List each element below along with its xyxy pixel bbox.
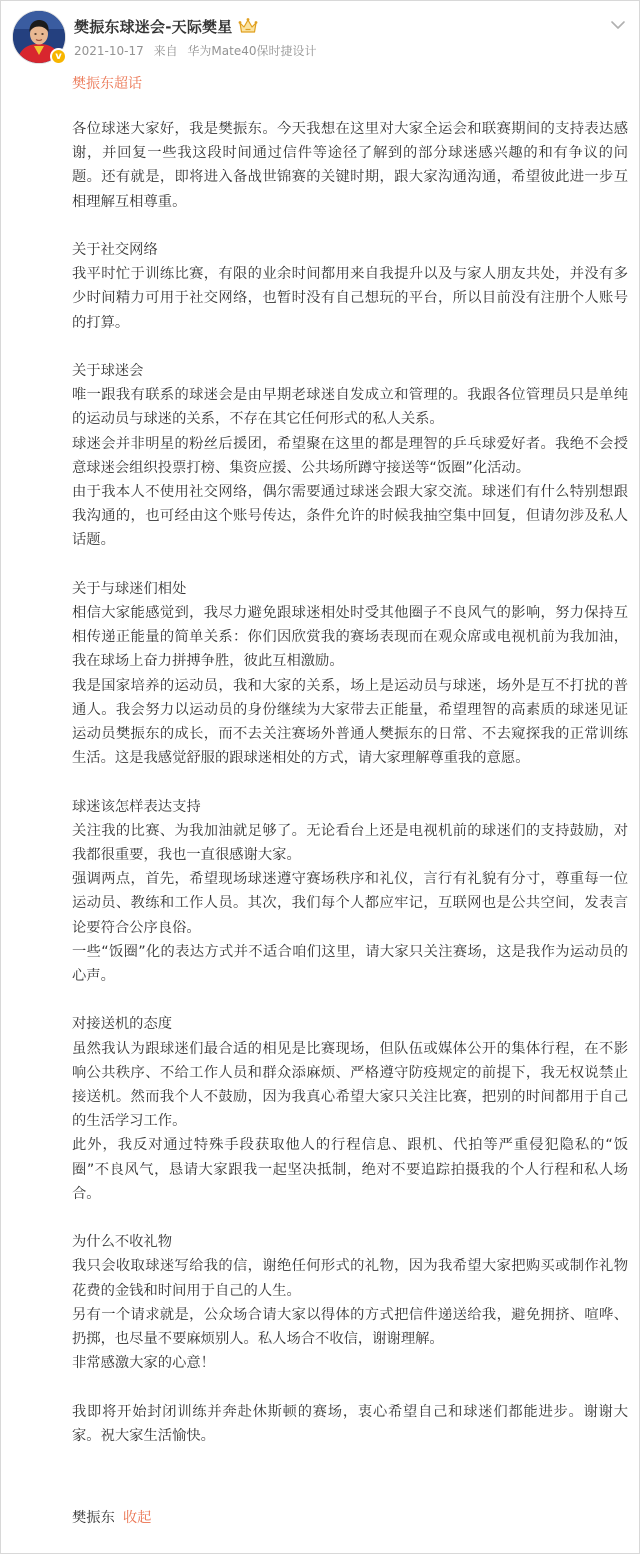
section-paragraph: 此外，我反对通过特殊手段获取他人的行程信息、跟机、代拍等严重侵犯隐私的“饭圈”不良风气，恳请大家跟我一起坚决抵制，绝对不要追踪拍摄我的个人行程和私人场合。	[72, 1137, 628, 1202]
post-footer	[72, 1507, 151, 1529]
section-heading: 对接送机的态度	[72, 1016, 173, 1033]
chevron-down-icon[interactable]	[610, 16, 626, 28]
section-heading: 球迷该怎样表达支持	[72, 798, 201, 815]
author-block	[74, 14, 574, 59]
paragraph-gap	[72, 553, 628, 577]
section-heading: 关于社交网络	[72, 242, 158, 258]
section-heading: 关于与球迷们相处	[72, 580, 187, 597]
post-header	[12, 10, 628, 66]
paragraph-gap	[72, 335, 628, 359]
section-paragraph: 强调两点，首先，希望现场球迷遵守赛场秩序和礼仪，言行有礼貌有分寸，尊重每一位运动员、教练和工作人员。其次，我们每个人都应牢记，互联网也是公共空间，发表言论要符合公序良俗。	[72, 871, 628, 936]
section-paragraph: 虽然我认为跟球迷们最合适的相见是比赛现场，但队伍或媒体公开的集体行程，在不影响公共秩序、不给工作人员和群众添麻烦、严格遵守防疫规定的前提下，我无权说禁止接送机。然而我个人不鼓励，因为我真心希望大家只关注比赛，把别的时间都用于自己的生活学习工作。	[72, 1040, 628, 1130]
collapse-button[interactable]: 收起	[122, 1510, 152, 1526]
section-paragraph: 关注我的比赛、为我加油就足够了。无论看台上还是电视机前的球迷们的支持鼓励，对我都很重要，我也一直很感谢大家。	[72, 822, 628, 864]
avatar[interactable]	[12, 10, 66, 64]
section-paragraph: 我只会收取球迷写给我的信，谢绝任何形式的礼物，因为我希望大家把购买或制作礼物花费的金钱和时间用于自己的人生。	[72, 1258, 628, 1299]
member-crown-icon[interactable]	[238, 17, 258, 35]
section-paragraph: 一些“饭圈”化的表达方式并不适合咱们这里，请大家只关注赛场，这是我作为运动员的心声。	[72, 943, 628, 985]
verified-badge-icon: v	[50, 48, 67, 65]
paragraph-gap	[72, 988, 628, 1012]
section-paragraph: 相信大家能感觉到，我尽力避免跟球迷相处时受其他圈子不良风气的影响，努力保持互相传递正能量的简单关系：你们因欣赏我的赛场表现而在观众席或电视机前为我加油，我在球场上奋力拼搏争胜，彼此互相激励。	[72, 605, 628, 670]
post-body	[72, 117, 628, 1448]
section-paragraph: 非常感激大家的心意！	[72, 1355, 215, 1372]
paragraph-gap	[72, 1375, 628, 1399]
section-paragraph: 我是国家培养的运动员，我和大家的关系，场上是运动员与球迷，场外是互不打扰的普通人。我会努力以运动员的身份继续为大家带去正能量，希望理智的高素质的球迷见证运动员樊振东的成长，而不去关注赛场外普通人樊振东的日常、不去窥探我的正常训练生活。这是我感觉舒服的跟球迷相处的方式，请大家理解尊重我的意愿。	[72, 677, 628, 767]
signature: 樊振东	[72, 1510, 115, 1526]
post-device: 华为Mate40保时捷设计	[187, 44, 317, 58]
paragraph-gap	[72, 770, 628, 794]
paragraph-gap	[72, 214, 628, 238]
section-paragraph: 我平时忙于训练比赛，有限的业余时间都用来自我提升以及与家人朋友共处，并没有多少时间精力可用于社交网络，也暂时没有自己想玩的平台，所以目前没有注册个人账号的打算。	[72, 266, 628, 331]
closing-paragraph: 我即将开始封闭训练并奔赴休斯顿的赛场，衷心希望自己和球迷们都能进步。谢谢大家。祝大家生活愉快。	[72, 1403, 628, 1444]
post-date[interactable]: 2021-10-17	[74, 44, 144, 58]
section-paragraph: 唯一跟我有联系的球迷会是由早期老球迷自发成立和管理的。我跟各位管理员只是单纯的运动员与球迷的关系，不存在其它任何形式的私人关系。	[72, 387, 628, 428]
supertopic-link[interactable]: 樊振东超话	[72, 76, 142, 92]
section-heading: 关于球迷会	[72, 363, 144, 379]
author-name-row	[74, 14, 574, 38]
post-meta	[74, 42, 574, 59]
section-paragraph: 另有一个请求就是，公众场合请大家以得体的方式把信件递送给我，避免拥挤、喧哗、扔掷，也尽量不要麻烦别人。私人场合不收信，谢谢理解。	[72, 1306, 628, 1348]
author-name[interactable]: 樊振东球迷会-天际樊星	[74, 17, 233, 36]
section-paragraph: 由于我本人不使用社交网络，偶尔需要通过球迷会跟大家交流。球迷们有什么特别想跟我沟通的，也可经由这个账号传达，条件允许的时候我抽空集中回复，但请勿涉及私人话题。	[72, 484, 628, 549]
intro-paragraph: 各位球迷大家好，我是樊振东。今天我想在这里对大家全运会和联赛期间的支持表达感谢，并回复一些我这段时间通过信件等途径了解到的部分球迷感兴趣的和有争议的问题。还有就是，即将进入备战世锦赛的关键时期，跟大家沟通沟通，希望彼此进一步互相理解互相尊重。	[72, 121, 628, 210]
section-heading: 为什么不收礼物	[72, 1234, 173, 1251]
section-paragraph: 球迷会并非明星的粉丝后援团，希望聚在这里的都是理智的乒乓球爱好者。我绝不会授意球迷会组织投票打榜、集资应援、公共场所蹲守接送等“饭圈”化活动。	[72, 435, 628, 476]
paragraph-gap	[72, 1206, 628, 1230]
source-prefix: 来自	[153, 44, 178, 58]
